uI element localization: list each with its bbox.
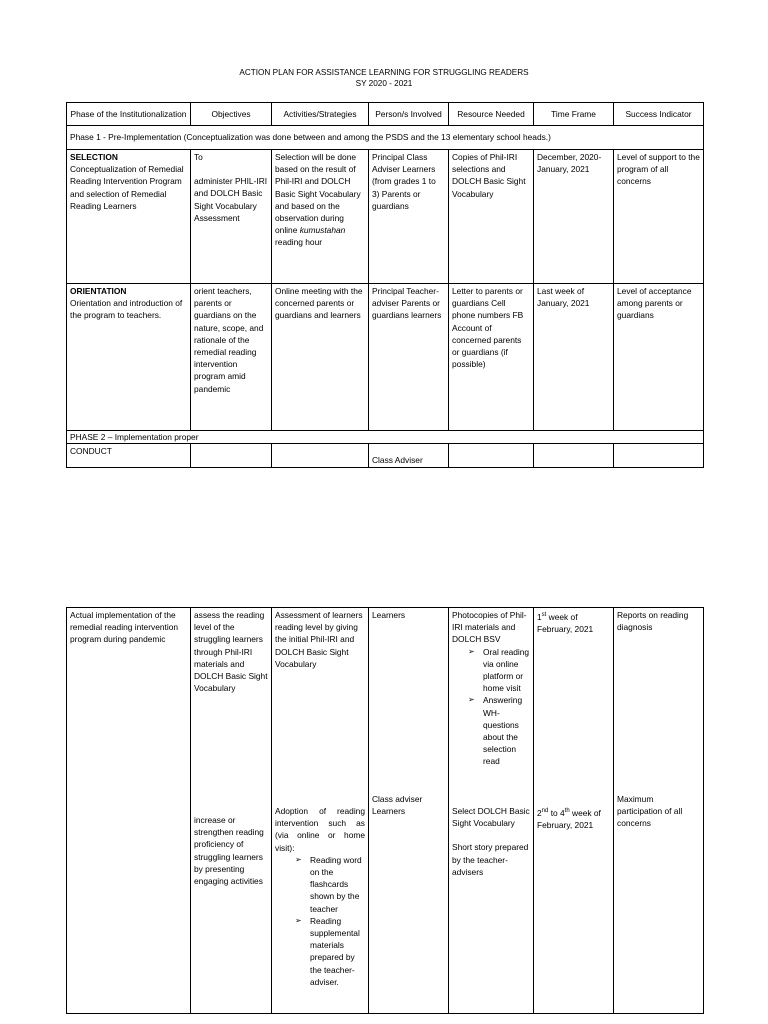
header-activities: Activities/Strategies (272, 103, 369, 126)
assess-activity: Assessment of learners reading level by giving the initial Phil-IRI and DOLCH Basic Sight Vocabulary (275, 610, 363, 669)
phase1-label: Phase 1 - Pre-Implementation (Conceptualization was done between and among the PSDS and the 13 elementary school heads.) (67, 126, 704, 150)
orientation-heading: ORIENTATION (70, 286, 127, 296)
assess-indicator: Reports on reading diagnosis (617, 610, 689, 633)
assess-time-frame (537, 609, 610, 805)
increase-objective: increase or strengthen reading proficiency of struggling learners by presenting engaging activities (194, 815, 264, 887)
assess-resources-intro: Photocopies of Phil-IRI materials and DOLCH BSV (452, 610, 527, 645)
phase2-row (67, 431, 704, 444)
assess-resources (452, 609, 530, 805)
selection-time-frame: December, 2020- January, 2021 (534, 150, 614, 284)
header-phase: Phase of the Institutionalization (67, 103, 191, 126)
increase-indicator: Maximum participation of all concerns (617, 794, 683, 829)
selection-activity-text: Selection will be done based on the result of Phil-IRI and DOLCH Basic Sight Vocabulary and based on the observation during online (275, 152, 361, 236)
selection-activity-italic: kumustahan (299, 225, 346, 236)
orientation-row (67, 284, 704, 431)
increase-resources-b: Short story prepared by the teacher-advisers (452, 842, 529, 877)
header-objectives: Objectives (191, 103, 272, 126)
implementation-objective-cell (191, 608, 272, 1014)
orientation-resources: Letter to parents or guardians Cell phone numbers FB Account of concerned parents or guardians (if possible) (449, 284, 534, 431)
orientation-objective: orient teachers, parents or guardians on the nature, scope, and rationale of the remedial reading intervention program amid pandemic (191, 284, 272, 431)
conduct-time-empty (534, 444, 614, 468)
time-suffix: nd (541, 808, 549, 814)
conduct-indicator-empty (614, 444, 704, 468)
header-resources: Resource Needed (449, 103, 534, 126)
selection-heading: SELECTION (70, 152, 118, 162)
header-time-frame: Time Frame (534, 103, 614, 126)
conduct-activity-empty (272, 444, 369, 468)
phase1-row (67, 126, 704, 150)
orientation-phase-text: Orientation and introduction of the program to teachers. (70, 298, 183, 321)
selection-row (67, 150, 704, 284)
orientation-phase-cell (67, 284, 191, 431)
increase-time-frame (537, 805, 610, 831)
assess-persons: Learners (372, 610, 406, 620)
implementation-activity-cell (272, 608, 369, 1014)
increase-resources-a: Select DOLCH Basic Sight Vocabulary (452, 806, 530, 829)
implementation-time-cell (534, 608, 614, 1014)
implementation-persons-cell (369, 608, 449, 1014)
selection-activity-text-end: reading hour (275, 237, 323, 248)
time-text: week of February, 2021 (537, 611, 594, 634)
time-number: 1 (537, 611, 542, 622)
phase2-label: PHASE 2 – Implementation proper (67, 431, 704, 444)
selection-phase-cell (67, 150, 191, 284)
school-year: SY 2020 - 2021 (355, 79, 413, 88)
orientation-persons: Principal Teacher-adviser Parents or guardians learners (369, 284, 449, 431)
selection-objective-cell (191, 150, 272, 284)
implementation-row (67, 608, 704, 1014)
selection-indicator: Level of support to the program of all concerns (614, 150, 704, 284)
selection-objective-to: To (194, 152, 203, 162)
assess-objective: assess the reading level of the struggling learners through Phil-IRI materials and DOLCH Basic Sight Vocabulary (194, 610, 268, 694)
adoption-activity: Adoption of reading intervention such as (via online or home visit): (275, 806, 365, 853)
implementation-resources-cell (449, 608, 534, 1014)
selection-objective: administer PHIL-IRI and DOLCH Basic Sight Vocabulary Assessment (194, 176, 268, 223)
time-number: 2 (537, 807, 542, 818)
list-item: ➢ Oral reading via online platform or home visit (466, 646, 530, 695)
orientation-indicator: Level of acceptance among parents or guardians (614, 284, 704, 431)
header-persons: Person/s Involved (369, 103, 449, 126)
conduct-objective-empty (191, 444, 272, 468)
list-item: ➢ Answering WH-questions about the selection read (466, 694, 530, 767)
time-suffix: th (564, 808, 570, 814)
orientation-activity: Online meeting with the concerned parents or guardians and learners (272, 284, 369, 431)
action-plan-table (66, 102, 704, 468)
conduct-heading: CONDUCT (67, 444, 191, 468)
header-row (67, 103, 704, 126)
time-suffix: st (541, 612, 547, 618)
adoption-activity-list (293, 854, 365, 988)
orientation-time-frame: Last week of January, 2021 (534, 284, 614, 431)
selection-phase-text: Conceptualization of Remedial Reading Intervention Program and selection of Remedial Reading Learners (70, 164, 184, 211)
implementation-phase: Actual implementation of the remedial reading intervention program during pandemic (67, 608, 191, 1014)
document-title: ACTION PLAN FOR ASSISTANCE LEARNING FOR STRUGGLING READERS (239, 68, 529, 77)
action-plan-table-continued (66, 607, 704, 1014)
selection-activity-cell (272, 150, 369, 284)
conduct-person: Class Adviser (369, 444, 449, 468)
header-success-indicator: Success Indicator (614, 103, 704, 126)
implementation-indicator-cell (614, 608, 704, 1014)
conduct-row (67, 444, 704, 468)
assess-resources-list (466, 646, 530, 768)
time-number: to 4 (550, 807, 565, 818)
list-item: ➢ Reading supplemental materials prepared by the teacher-adviser. (293, 915, 365, 988)
selection-resources: Copies of Phil-IRI selections and DOLCH Basic Sight Vocabulary (449, 150, 534, 284)
time-text: week of February, 2021 (537, 807, 601, 830)
increase-persons: Class adviser Learners (372, 794, 423, 817)
conduct-resources-empty (449, 444, 534, 468)
selection-persons: Principal Class Adviser Learners (from grades 1 to 3) Parents or guardians (369, 150, 449, 284)
list-item: ➢ Reading word on the flashcards shown by the teacher (293, 854, 365, 915)
